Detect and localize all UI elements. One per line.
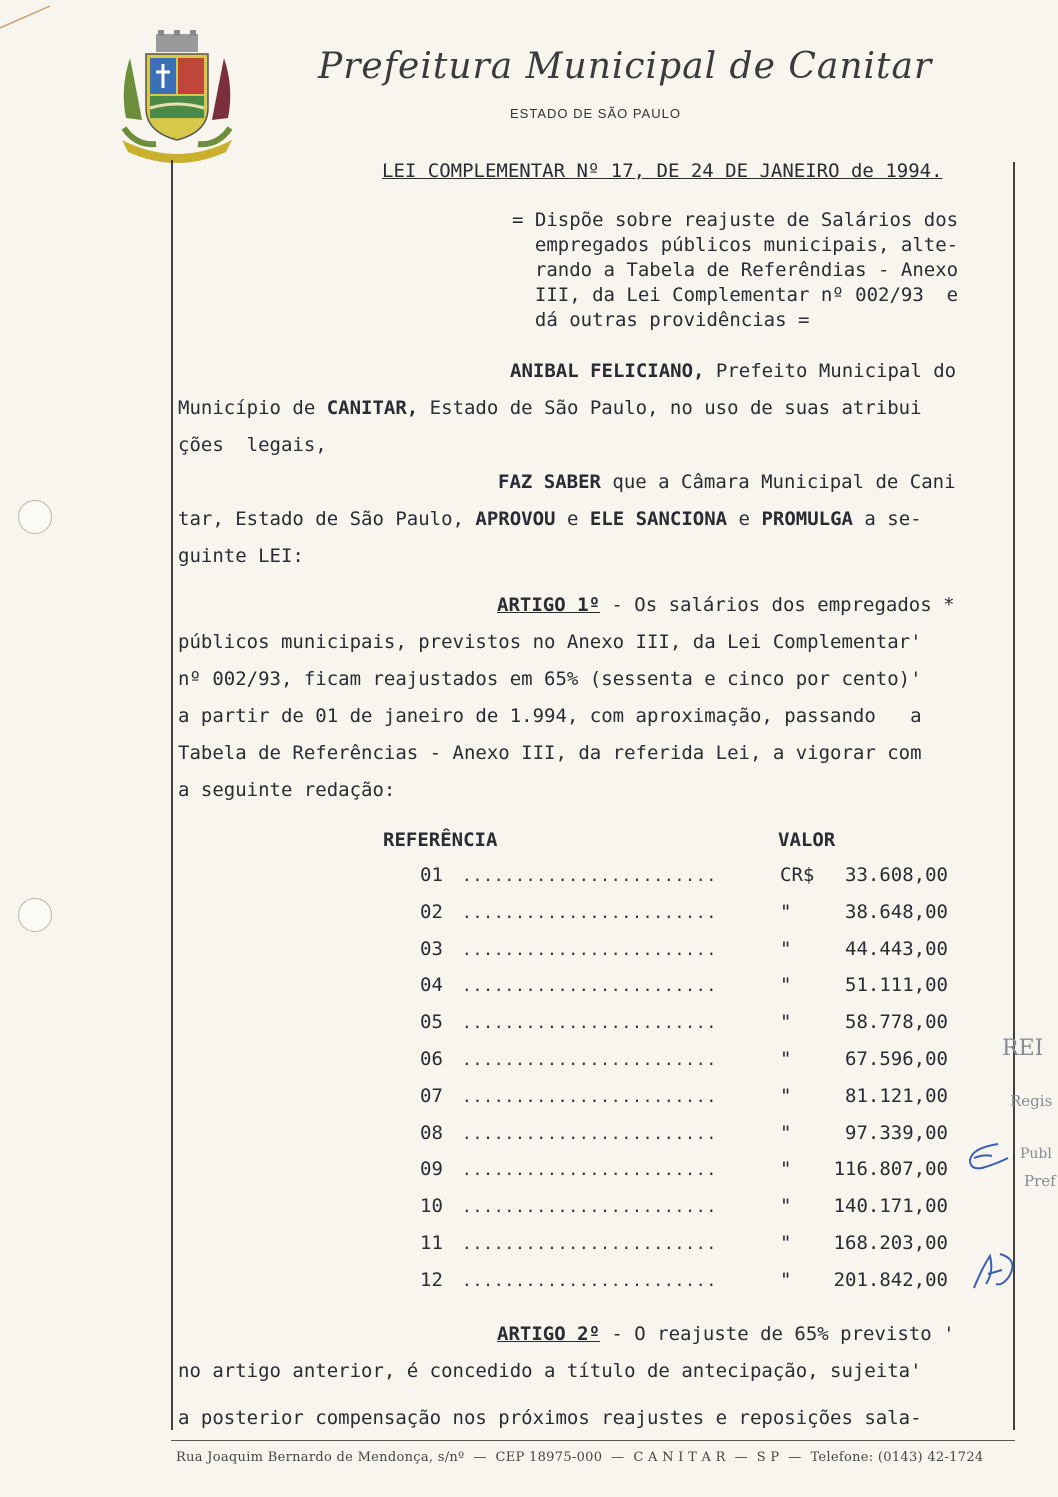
- reference-value: 44.443,00: [845, 937, 948, 960]
- paragraph-2-line-1: [498, 471, 956, 493]
- reference-row: [380, 1232, 980, 1268]
- reference-value: 168.203,00: [833, 1232, 948, 1254]
- leader-dots: ........................: [462, 1086, 718, 1106]
- reference-value: 116.807,00: [833, 1158, 948, 1181]
- reference-code: 06: [420, 1048, 443, 1070]
- reference-row: [380, 1158, 980, 1194]
- reference-code: 12: [420, 1268, 443, 1291]
- leader-dots: ........................: [462, 1050, 718, 1069]
- reference-code: 11: [420, 1232, 443, 1254]
- punch-hole: [18, 500, 52, 534]
- reference-code: 04: [420, 974, 443, 997]
- reference-row: [380, 974, 980, 1010]
- law-summary: = Dispõe sobre reajuste de Salários dos empregados públicos municipais, alte- rando a Tabela de Referêndias - Anexo III, da Lei Complementar nº 002/93 e dá outras providências =: [512, 209, 959, 331]
- paragraph-1-line-2: [178, 397, 922, 419]
- handwritten-mark: [962, 1138, 1012, 1178]
- footer-address: Rua Joaquim Bernardo de Mendonça, s/nº — CEP 18975-000 — C A N I T A R — S P — Telefone: (0143) 42-1724: [176, 1450, 984, 1465]
- reference-value: 67.596,00: [845, 1048, 948, 1070]
- aprovou: APROVOU: [475, 508, 556, 530]
- table-header-value: VALOR: [778, 829, 836, 851]
- right-margin-rule: [1013, 162, 1015, 1430]
- reference-row: [380, 1048, 980, 1084]
- currency-mark: ": [780, 1195, 792, 1218]
- leader-dots: ........................: [462, 1013, 718, 1033]
- text-span: que a Câmara Municipal de Cani: [600, 471, 956, 493]
- article-1-line-2: públicos municipais, previstos no Anexo III, da Lei Complementar': [178, 631, 922, 653]
- text-span: tar, Estado de São Paulo,: [178, 508, 476, 530]
- article-2-label: ARTIGO 2º: [497, 1323, 600, 1345]
- punch-hole: [18, 898, 52, 932]
- reference-code: 05: [420, 1011, 443, 1034]
- reference-value: 81.121,00: [845, 1084, 948, 1107]
- leader-dots: ........................: [462, 976, 718, 996]
- text-span: - O reajuste de 65% previsto ': [599, 1323, 955, 1345]
- reference-code: 03: [420, 937, 443, 960]
- leader-dots: ........................: [462, 1234, 718, 1253]
- reference-value: 33.608,00: [845, 864, 948, 886]
- leader-dots: ........................: [462, 902, 718, 922]
- currency-mark: ": [780, 937, 792, 960]
- leader-dots: ........................: [462, 1270, 718, 1290]
- stamp-fragment: Publ: [1020, 1146, 1052, 1162]
- reference-code: 01: [420, 864, 443, 886]
- footer-rule: [171, 1440, 1015, 1441]
- reference-row: [380, 1085, 980, 1121]
- reference-value: 140.171,00: [833, 1195, 948, 1218]
- paragraph-1-line-3: ções legais,: [178, 434, 327, 456]
- article-1-line-3: nº 002/93, ficam reajustados em 65% (sessenta e cinco por cento)': [178, 668, 922, 690]
- page-corner-mark: [0, 0, 60, 30]
- state-subtitle: ESTADO DE SÃO PAULO: [510, 106, 681, 121]
- paragraph-2-line-2: [178, 508, 922, 530]
- reference-code: 02: [420, 900, 443, 923]
- currency-mark: ": [780, 974, 792, 997]
- left-margin-rule: [171, 160, 173, 1430]
- text-span: Estado de São Paulo, no uso de suas atribui: [418, 397, 922, 419]
- reference-code: 09: [420, 1158, 443, 1181]
- article-2-line-3: a posterior compensação nos próximos reajustes e reposições sala-: [178, 1407, 922, 1429]
- reference-value: 201.842,00: [833, 1268, 948, 1291]
- reference-code: 07: [420, 1084, 443, 1107]
- text-span: e: [555, 508, 590, 530]
- reference-row: [380, 864, 980, 900]
- article-1-line-1: [497, 594, 955, 616]
- promulga: PROMULGA: [761, 508, 853, 530]
- reference-value: 58.778,00: [845, 1011, 948, 1034]
- currency-mark: ": [780, 1011, 792, 1034]
- paragraph-1-line-1: [510, 360, 956, 382]
- reference-row: [380, 901, 980, 937]
- reference-row: [380, 1122, 980, 1158]
- municipal-crest-icon: [116, 28, 238, 166]
- currency-mark: CR$: [780, 864, 815, 886]
- stamp-fragment: REI: [1002, 1036, 1044, 1061]
- article-1-label: ARTIGO 1º: [497, 594, 600, 616]
- currency-mark: ": [780, 1084, 792, 1107]
- handwritten-initials: [968, 1248, 1024, 1294]
- currency-mark: ": [780, 1048, 792, 1070]
- leader-dots: ........................: [462, 1160, 718, 1180]
- stamp-fragment: Pref: [1024, 1172, 1056, 1190]
- stamp-fragment: Regis: [1010, 1092, 1053, 1110]
- ele-sanciona: ELE SANCIONA: [589, 508, 728, 530]
- article-1-line-4: a partir de 01 de janeiro de 1.994, com aproximação, passando a: [178, 705, 922, 727]
- currency-mark: ": [780, 1158, 792, 1181]
- article-2-line-2: no artigo anterior, é concedido a título de antecipação, sujeita': [178, 1360, 922, 1382]
- article-2-line-1: [497, 1323, 955, 1345]
- leader-dots: ........................: [462, 1197, 718, 1217]
- article-1-line-6: a seguinte redação:: [178, 779, 396, 801]
- faz-saber: FAZ SABER: [498, 471, 601, 493]
- currency-mark: ": [780, 1268, 792, 1291]
- currency-mark: ": [780, 1232, 792, 1254]
- reference-value: 51.111,00: [845, 974, 948, 997]
- article-1-line-5: Tabela de Referências - Anexo III, da referida Lei, a vigorar com: [178, 742, 922, 764]
- reference-code: 08: [420, 1121, 443, 1144]
- text-span: e: [727, 508, 762, 530]
- municipality-name: CANITAR,: [326, 397, 419, 419]
- reference-value: 97.339,00: [845, 1121, 948, 1144]
- table-header-reference: REFERÊNCIA: [383, 829, 498, 851]
- reference-row: [380, 1269, 980, 1305]
- reference-row: [380, 938, 980, 974]
- text-span: Município de: [178, 397, 327, 419]
- reference-value: 38.648,00: [845, 900, 948, 923]
- paragraph-2-line-3: guinte LEI:: [178, 545, 304, 567]
- leader-dots: ........................: [462, 939, 718, 959]
- law-heading: LEI COMPLEMENTAR Nº 17, DE 24 DE JANEIRO de 1994.: [382, 160, 943, 182]
- currency-mark: ": [780, 1121, 792, 1144]
- text-span: a se-: [852, 508, 922, 530]
- reference-code: 10: [420, 1195, 443, 1218]
- text-span: - Os salários dos empregados *: [599, 594, 955, 616]
- currency-mark: ": [780, 900, 792, 923]
- mayor-name: ANIBAL FELICIANO,: [510, 360, 705, 382]
- leader-dots: ........................: [462, 866, 718, 885]
- leader-dots: ........................: [462, 1123, 718, 1143]
- reference-row: [380, 1195, 980, 1231]
- reference-row: [380, 1011, 980, 1047]
- text-span: Prefeito Municipal do: [704, 360, 957, 382]
- municipality-title: Prefeitura Municipal de Canitar: [318, 46, 933, 87]
